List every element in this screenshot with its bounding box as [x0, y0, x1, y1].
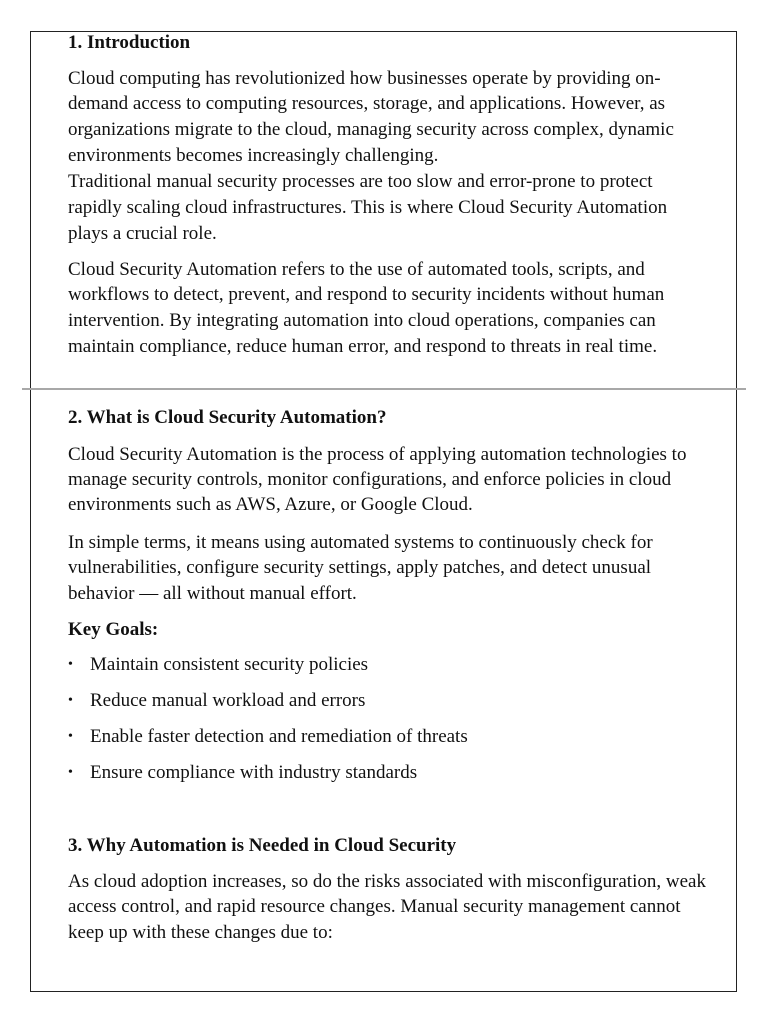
list-item: Reduce manual workload and errors	[90, 690, 366, 711]
paragraph-line: organizations migrate to the cloud, managing security across complex, dynamic	[68, 119, 674, 140]
paragraph-line: demand access to computing resources, storage, and applications. However, as	[68, 93, 666, 114]
paragraph-line: Traditional manual security processes are too slow and error-prone to protect	[68, 171, 653, 192]
paragraph-line: intervention. By integrating automation into cloud operations, companies can	[68, 310, 656, 331]
paragraph-line: manage security controls, monitor configurations, and enforce policies in cloud	[68, 469, 672, 490]
section-3-heading: 3. Why Automation is Needed in Cloud Security	[68, 835, 457, 856]
bullet-icon: •	[68, 657, 73, 672]
section-1-heading: 1. Introduction	[68, 32, 191, 53]
list-item: Maintain consistent security policies	[90, 654, 369, 675]
paragraph-line: plays a crucial role.	[68, 223, 217, 244]
paragraph-line: access control, and rapid resource changes. Manual security management cannot	[68, 896, 681, 917]
paragraph-line: As cloud adoption increases, so do the risks associated with misconfiguration, weak	[68, 871, 706, 892]
paragraph-line: Cloud Security Automation is the process of applying automation technologies to	[68, 444, 687, 465]
bullet-icon: •	[68, 729, 73, 744]
paragraph-line: workflows to detect, prevent, and respond to security incidents without human	[68, 284, 665, 305]
paragraph-line: behavior — all without manual effort.	[68, 583, 357, 604]
paragraph-line: vulnerabilities, configure security settings, apply patches, and detect unusual	[68, 557, 652, 578]
paragraph-line: Cloud computing has revolutionized how businesses operate by providing on-	[68, 68, 661, 89]
list-item: Enable faster detection and remediation of threats	[90, 726, 468, 747]
page-divider	[22, 388, 746, 390]
bullet-icon: •	[68, 693, 73, 708]
list-item: Ensure compliance with industry standards	[90, 762, 418, 783]
bullet-icon: •	[68, 765, 73, 780]
paragraph-line: Cloud Security Automation refers to the use of automated tools, scripts, and	[68, 259, 645, 280]
section-2-heading: 2. What is Cloud Security Automation?	[68, 407, 387, 428]
paragraph-line: environments becomes increasingly challenging.	[68, 145, 439, 166]
paragraph-line: maintain compliance, reduce human error, and respond to threats in real time.	[68, 336, 658, 357]
paragraph-line: environments such as AWS, Azure, or Google Cloud.	[68, 494, 473, 515]
paragraph-line: In simple terms, it means using automated systems to continuously check for	[68, 532, 653, 553]
paragraph-line: keep up with these changes due to:	[68, 922, 333, 943]
paragraph-line: rapidly scaling cloud infrastructures. This is where Cloud Security Automation	[68, 197, 668, 218]
key-goals-label: Key Goals:	[68, 619, 159, 640]
